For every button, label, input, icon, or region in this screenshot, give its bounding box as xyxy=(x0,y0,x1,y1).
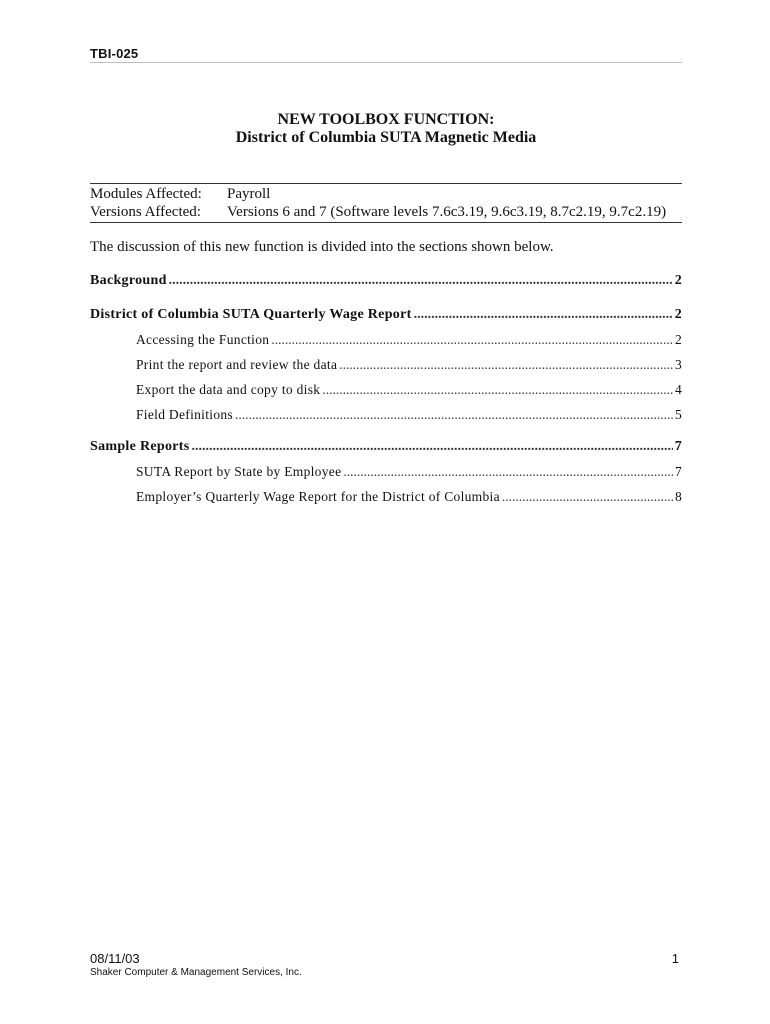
toc-leader-dots xyxy=(502,489,673,505)
toc-entry-label: SUTA Report by State by Employee xyxy=(136,464,342,479)
modules-affected-row xyxy=(90,186,270,203)
toc-entry-label: Print the report and review the data xyxy=(136,357,338,372)
meta-divider-bottom xyxy=(90,222,682,223)
toc-entry-suta-report-by-state[interactable] xyxy=(136,464,682,480)
toc-entry-background[interactable] xyxy=(90,273,682,289)
toc-leader-dots xyxy=(235,407,673,423)
footer-date: 08/11/03 xyxy=(90,951,140,966)
toc-entry-label: Accessing the Function xyxy=(136,332,270,347)
versions-affected-row xyxy=(90,204,666,221)
toc-entry-label: District of Columbia SUTA Quarterly Wage Report xyxy=(90,307,412,322)
toc-leader-dots xyxy=(169,273,673,289)
footer-page-number: 1 xyxy=(671,951,679,966)
document-title-line-2: District of Columbia SUTA Magnetic Media xyxy=(235,129,537,146)
toc-entry-label: Employer’s Quarterly Wage Report for the District of Columbia xyxy=(136,489,500,504)
toc-entry-page: 4 xyxy=(674,382,682,397)
toc-entry-page: 2 xyxy=(674,273,682,288)
versions-affected-label: Versions Affected: xyxy=(90,204,201,220)
toc-entry-page: 2 xyxy=(674,307,682,322)
toc-entry-accessing-function[interactable] xyxy=(136,332,682,348)
toc-entry-page: 7 xyxy=(674,464,682,479)
intro-paragraph: The discussion of this new function is divided into the sections shown below. xyxy=(90,239,554,255)
footer-company: Shaker Computer & Management Services, Inc. xyxy=(90,967,302,978)
toc-entry-page: 5 xyxy=(674,407,682,422)
toc-entry-page: 3 xyxy=(674,357,682,372)
meta-divider-top xyxy=(90,183,682,184)
toc-entry-field-definitions[interactable] xyxy=(136,407,682,423)
modules-affected-label: Modules Affected: xyxy=(90,186,202,202)
toc-entry-employers-quarterly-wage-report[interactable] xyxy=(136,489,682,505)
toc-entry-label: Background xyxy=(90,273,167,288)
toc-leader-dots xyxy=(322,382,673,398)
toc-entry-label: Sample Reports xyxy=(90,439,190,454)
toc-entry-page: 8 xyxy=(674,489,682,504)
toc-leader-dots xyxy=(343,464,673,480)
toc-entry-label: Field Definitions xyxy=(136,407,233,422)
toc-leader-dots xyxy=(191,439,672,455)
toc-entry-export-data[interactable] xyxy=(136,382,682,398)
toc-entry-page: 7 xyxy=(674,439,682,454)
versions-affected-value: Versions 6 and 7 (Software levels 7.6c3.19, 9.6c3.19, 8.7c2.19, 9.7c2.19) xyxy=(227,204,667,220)
toc-leader-dots xyxy=(339,357,673,373)
modules-affected-value: Payroll xyxy=(227,186,271,202)
toc-leader-dots xyxy=(414,307,673,323)
toc-entry-sample-reports[interactable] xyxy=(90,439,682,455)
document-code: TBI-025 xyxy=(90,46,139,61)
toc-entry-print-report[interactable] xyxy=(136,357,682,373)
header-divider xyxy=(90,62,682,63)
toc-entry-quarterly-wage-report[interactable] xyxy=(90,307,682,323)
document-title-line-1: NEW TOOLBOX FUNCTION: xyxy=(277,111,495,128)
toc-leader-dots xyxy=(271,332,673,348)
toc-entry-page: 2 xyxy=(674,332,682,347)
toc-entry-label: Export the data and copy to disk xyxy=(136,382,321,397)
